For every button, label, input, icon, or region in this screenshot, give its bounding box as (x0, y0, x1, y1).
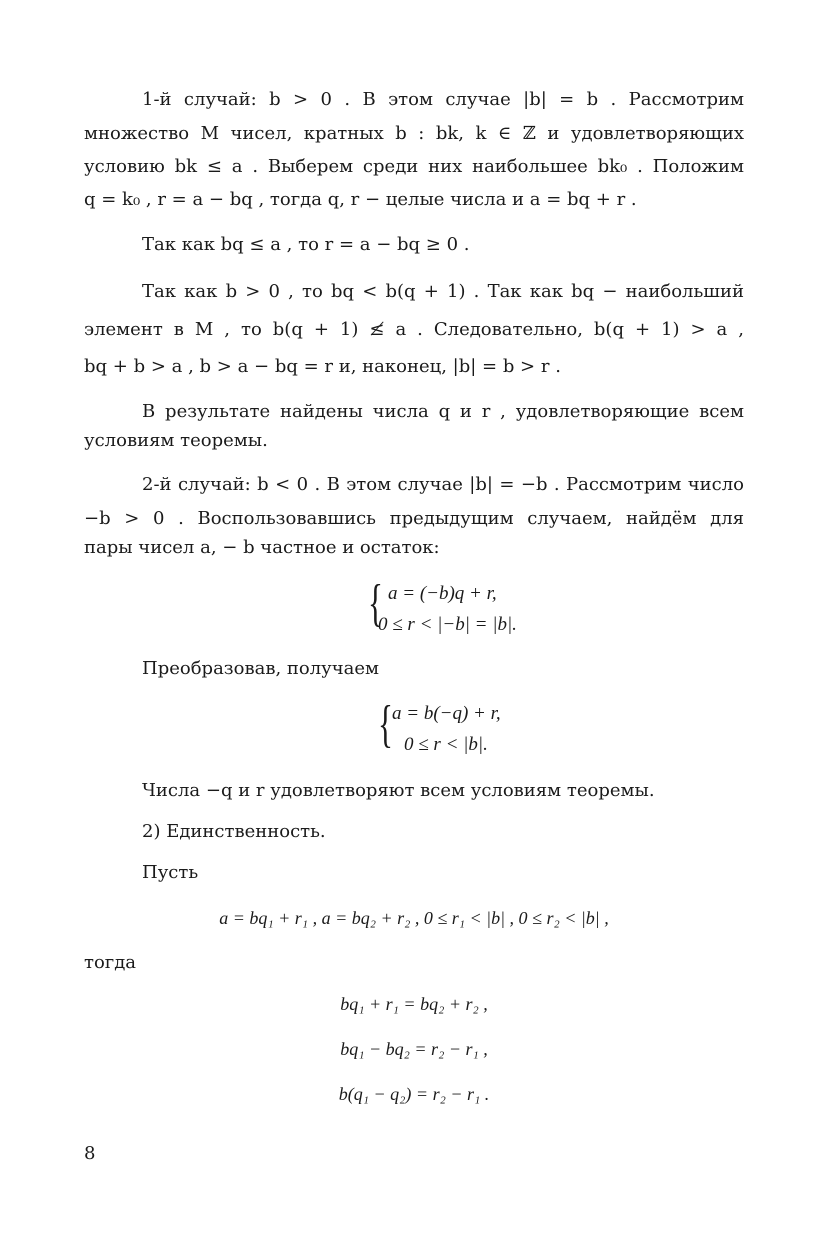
para3-line-2: элемент в M , то b(q + 1) ≰ a . Следовательно, b(q + 1) > a , (84, 319, 744, 340)
case2-line-3: пары чисел a, − b частное и остаток: (84, 537, 440, 558)
transform-text: Преобразовав, получаем (142, 658, 380, 679)
equation-2: bq₁ − bq₂ = r₂ − r₁ , (340, 1039, 488, 1059)
equation-3: b(q₁ − q₂) = r₂ − r₁ . (338, 1084, 490, 1104)
system2-line-2: 0 ≤ r < |b|. (404, 734, 488, 755)
case1-line-2: множество M чисел, кратных b : bk, k ∈ ℤ и удовлетворяющих (84, 123, 744, 144)
case1-line-3: условию bk ≤ a . Выберем среди них наибольшее bk₀ . Положим (84, 156, 744, 177)
left-brace-1: { (368, 575, 383, 632)
left-brace-2: { (378, 696, 393, 753)
system2-line-1: a = b(−q) + r, (392, 703, 501, 724)
case1-line-4: q = k₀ , r = a − bq , тогда q, r − целые числа и a = bq + r . (84, 189, 637, 210)
para4-line-1: В результате найдены числа q и r , удовлетворяющие всем (142, 401, 744, 422)
para4-line-2: условиям теоремы. (84, 430, 268, 451)
case2-line-2: −b > 0 . Воспользовавшись предыдущим случаем, найдём для (84, 508, 744, 529)
let-text: Пусть (142, 862, 199, 883)
then-text: тогда (84, 952, 137, 973)
para3-line-1: Так как b > 0 , то bq < b(q + 1) . Так как bq − наибольший (142, 281, 744, 302)
formula-let: a = bq₁ + r₁ , a = bq₂ + r₂ , 0 ≤ r₁ < |b| , 0 ≤ r₂ < |b| , (219, 908, 609, 928)
case2-line-1: 2-й случай: b < 0 . В этом случае |b| = −b . Рассмотрим число (142, 474, 744, 495)
para3-line-3: bq + b > a , b > a − bq = r и, наконец, |b| = b > r . (84, 356, 561, 377)
uniqueness-heading: 2) Единственность. (142, 821, 326, 842)
page-content (84, 0, 744, 1240)
conclusion-text: Числа −q и r удовлетворяют всем условиям теоремы. (142, 780, 655, 801)
case1-line-1: 1-й случай: b > 0 . В этом случае |b| = b . Рассмотрим (142, 89, 744, 110)
equation-1: bq₁ + r₁ = bq₂ + r₂ , (340, 994, 488, 1014)
system1-line-2: 0 ≤ r < |−b| = |b|. (378, 614, 517, 635)
system1-line-1: a = (−b)q + r, (388, 583, 497, 604)
bq-le-a-paragraph: Так как bq ≤ a , то r = a − bq ≥ 0 . (142, 234, 470, 255)
page-number: 8 (84, 1143, 96, 1164)
